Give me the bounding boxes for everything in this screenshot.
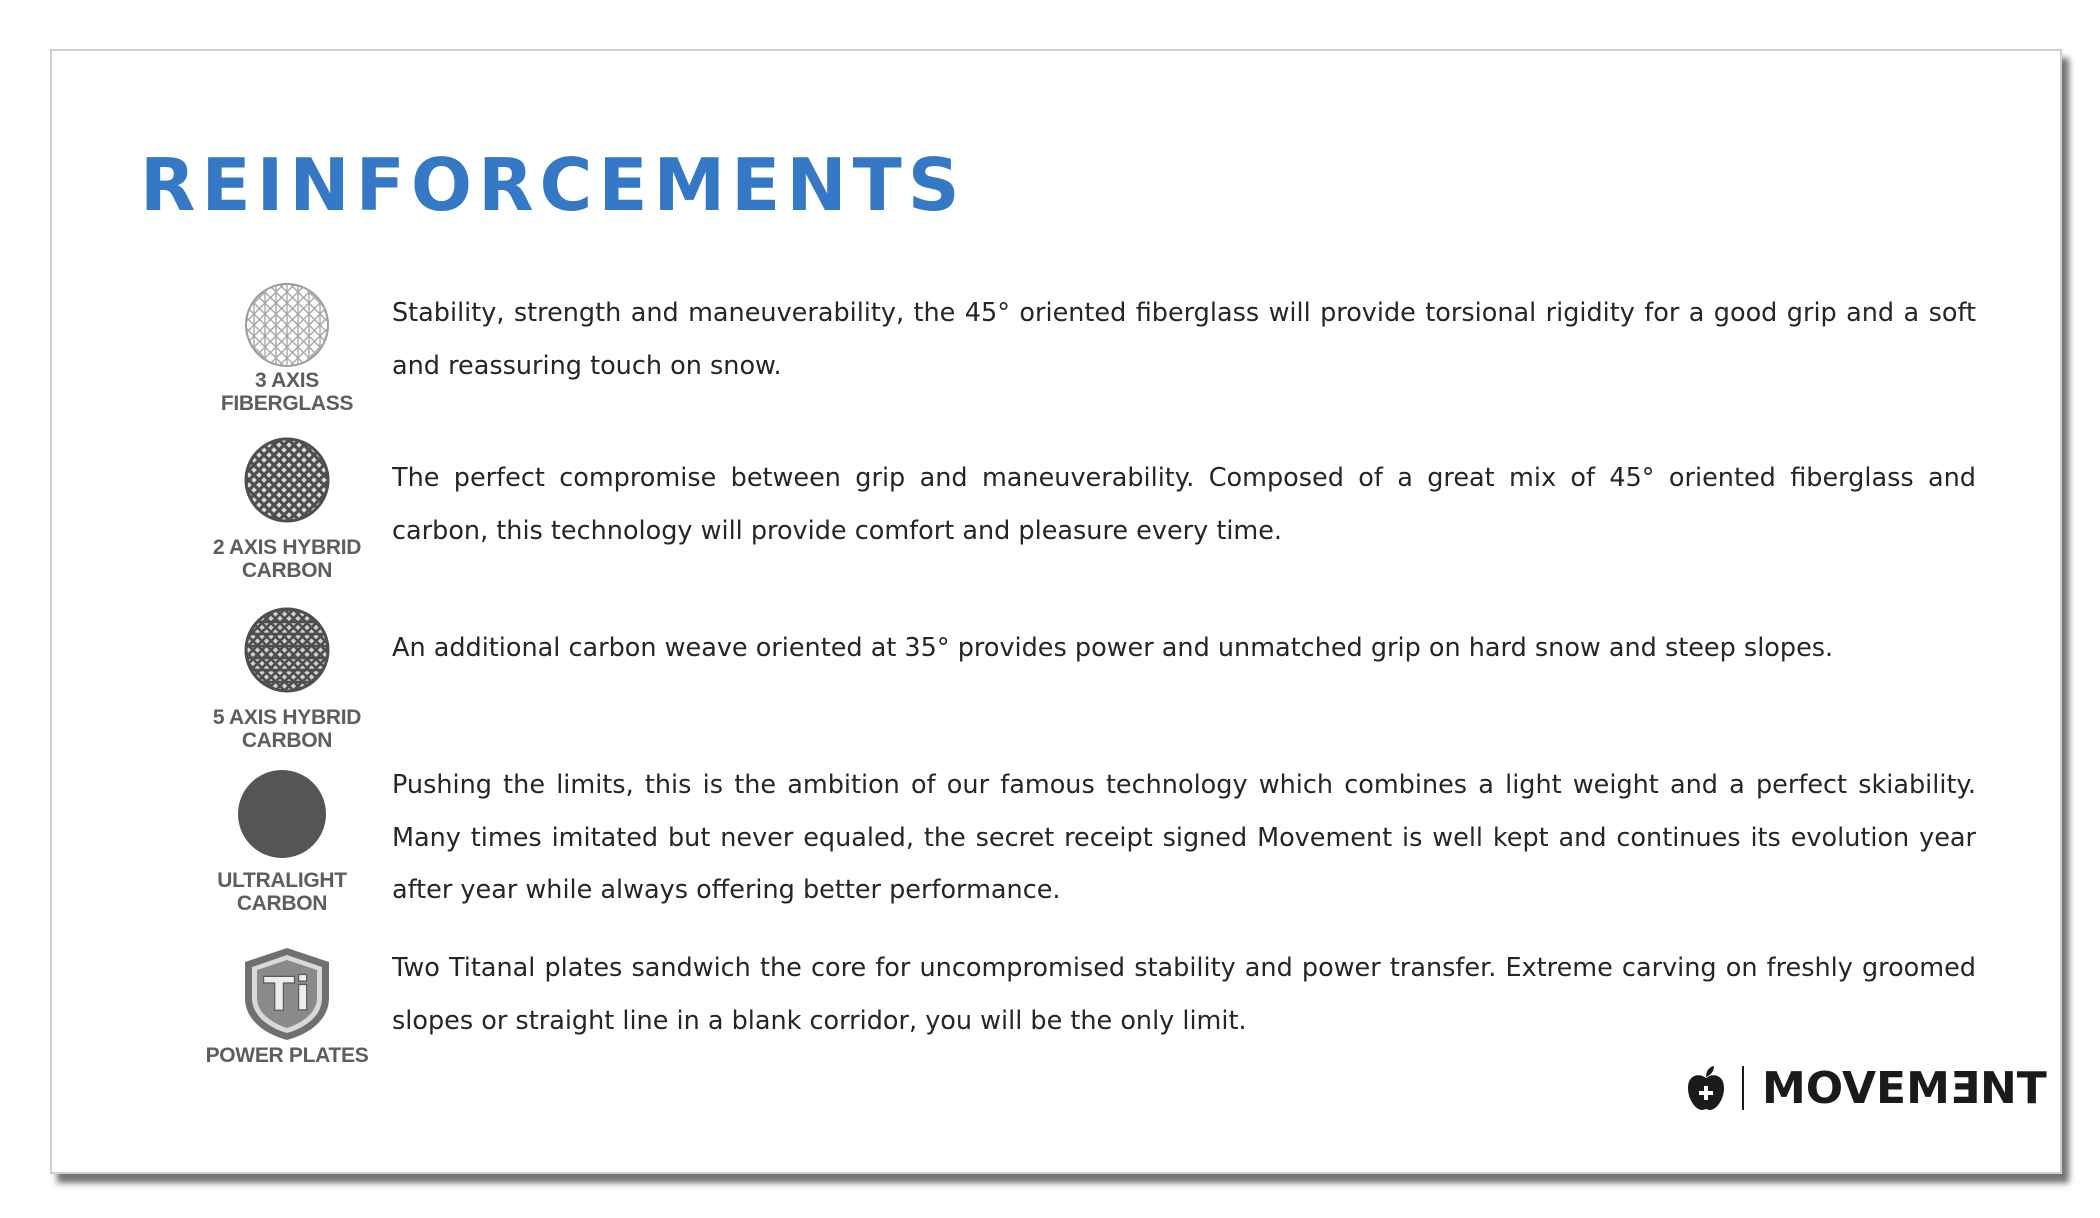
- slide: [50, 49, 2062, 1174]
- reinforcement-label: POWER PLATES: [205, 1044, 369, 1067]
- reinforcement-label: 5 AXIS HYBRID CARBON: [212, 706, 362, 752]
- reinforcement-description: An additional carbon weave oriented at 35° provides power and unmatched grip on hard snow and steep slopes.: [392, 633, 1834, 663]
- fiberglass-mesh-icon: [243, 281, 331, 369]
- reinforcement-description: The perfect compromise between grip and maneuverability. Composed of a great mix of 45° oriented fiberglass and carbon, this technology will provide comfort and pleasure every time.: [392, 463, 1976, 546]
- reinforcement-icon-block: [157, 946, 417, 1067]
- reinforcement-icon-block: [157, 281, 417, 415]
- logo-divider: [1742, 1066, 1744, 1110]
- brand-name: MOVEMƎNT: [1762, 1062, 2047, 1114]
- titanal-symbol: Ti: [263, 967, 311, 1021]
- titanal-shield-icon: [241, 946, 333, 1042]
- reinforcement-description: Pushing the limits, this is the ambition of our famous technology which combines a light weight and a perfect skiability. Many times imitated but never equaled, the secret receipt signed Movement is well kept and continues its evolution year after year while always offering better performance.: [392, 770, 1976, 905]
- hybrid-carbon-mesh-icon: [243, 436, 331, 524]
- page-title: REINFORCEMENTS: [140, 143, 966, 227]
- reinforcement-label: 3 AXIS FIBERGLASS: [220, 369, 354, 415]
- reinforcement-icon-block: [157, 606, 417, 752]
- reinforcement-description: Stability, strength and maneuverability, the 45° oriented fiberglass will provide torsional rigidity for a good grip and a soft and reassuring touch on snow.: [392, 298, 1976, 381]
- reinforcement-icon-block: [157, 436, 417, 582]
- five-axis-carbon-mesh-icon: [243, 606, 331, 694]
- reinforcement-label: ULTRALIGHT CARBON: [217, 869, 347, 915]
- reinforcement-icon-block: [152, 769, 412, 915]
- reinforcement-label: 2 AXIS HYBRID CARBON: [212, 536, 362, 582]
- solid-carbon-disc-icon: [237, 769, 327, 859]
- reinforcement-description: Two Titanal plates sandwich the core for uncompromised stability and power transfer. Extreme carving on freshly groomed slopes or straight line in a blank corridor, you will be the only limit.: [392, 953, 1976, 1036]
- apple-logo-icon: [1686, 1064, 1726, 1112]
- brand-logo: [1686, 1058, 2047, 1118]
